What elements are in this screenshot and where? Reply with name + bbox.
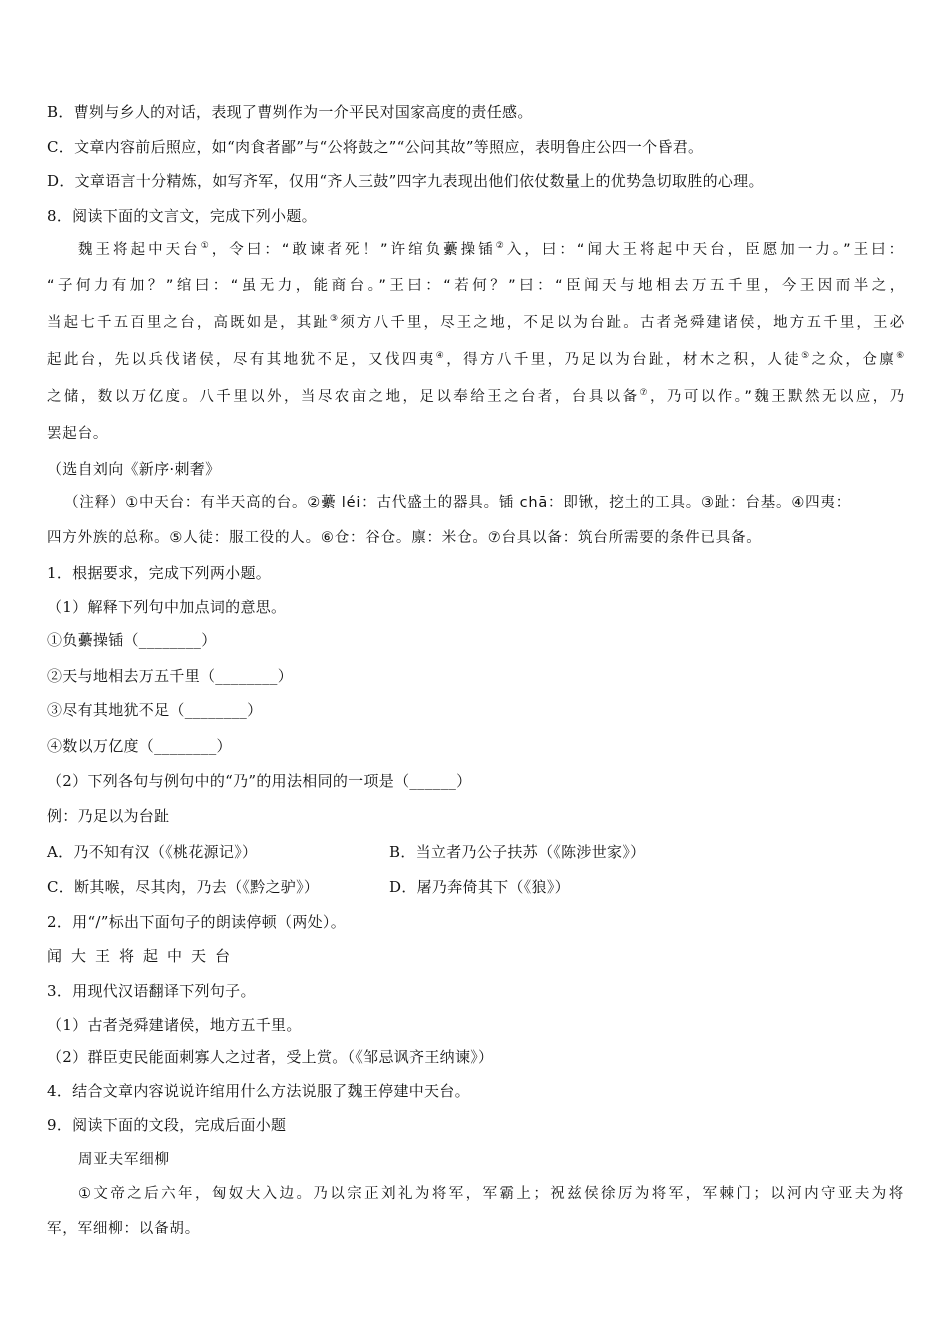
passage-line-5: 之储，数以万亿度。八千里以外，当尽农亩之地，足以奉给王之台者，台具以备⑦，乃可以作。”魏王默然无以应，乃 — [47, 388, 905, 405]
sub1-item-1: ①负虆操锸（________） — [47, 631, 217, 649]
passage-line-6: 罢起台。 — [47, 426, 109, 442]
passage-source: （选自刘向《新序·刺奢》 — [47, 460, 221, 478]
q9-passage-line-2: 军，军细柳：以备胡。 — [47, 1221, 200, 1237]
sub1-part1-heading: （1）解释下列句中加点词的意思。 — [47, 598, 287, 616]
passage-line-2: “子何力有加？”绾曰：“虽无力，能商台。”王曰：“若何？”曰：“臣闻天与地相去万五千里，今王因而半之， — [47, 278, 905, 294]
option-b: B．曹刿与乡人的对话，表现了曹刿作为一介平民对国家高度的责任感。 — [47, 103, 533, 121]
choice-b: B．当立者乃公子扶苏（《陈涉世家》） — [389, 843, 646, 861]
sub1-item-2: ②天与地相去万五千里（________） — [47, 667, 294, 685]
choice-d: D．屠乃奔倚其下（《狼》） — [389, 878, 570, 896]
sub1-item-3: ③尽有其地犹不足（________） — [47, 701, 263, 719]
passage-title: 周亚夫军细柳 — [78, 1152, 170, 1168]
notes-line-2: 四方外族的总称。⑤人徒：服工役的人。⑥仓：谷仓。廪：米仓。⑦台具以备：筑台所需要的条件已具备。 — [47, 530, 762, 546]
passage-line-4: 起此台，先以兵伐诸侯，尽有其地犹不足，又伐四夷④，得方八千里，乃足以为台趾，材木之积，人徒⑤之众，仓廪⑥ — [47, 351, 906, 368]
sub3-sentence-2: （2）群臣吏民能面刺寡人之过者，受上赏。（《邹忌讽齐王纳谏》） — [47, 1048, 494, 1066]
option-d: D．文章语言十分精炼，如写齐军，仅用“齐人三鼓”四字九表现出他们依仗数量上的优势急切取胜的心理。 — [47, 172, 764, 190]
sub3-sentence-1: （1）古者尧舜建诸侯，地方五千里。 — [47, 1016, 302, 1034]
choice-c: C．断其喉，尽其肉，乃去（《黔之驴》） — [47, 878, 320, 896]
sub1-heading: 1．根据要求，完成下列两小题。 — [47, 564, 272, 582]
option-c: C．文章内容前后照应，如“肉食者鄙”与“公将鼓之”“公问其故”等照应，表明鲁庄公四一个昏君。 — [47, 138, 704, 156]
sub1-part2-heading: （2）下列各句与例句中的“乃”的用法相同的一项是（______） — [47, 772, 472, 790]
sub2-heading: 2．用“/”标出下面句子的朗读停顿（两处）。 — [47, 913, 347, 931]
sub3-heading: 3．用现代汉语翻译下列句子。 — [47, 982, 256, 1000]
sub1-item-4: ④数以万亿度（________） — [47, 737, 232, 755]
question-8-heading: 8．阅读下面的文言文，完成下列小题。 — [47, 207, 317, 225]
q9-passage-line-1: ①文帝之后六年，匈奴大入边。乃以宗正刘礼为将军，军霸上；祝兹侯徐厉为将军，军棘门；以河内守亚夫为将 — [78, 1186, 904, 1202]
sub2-sentence: 闻大王将起中天台 — [47, 947, 240, 965]
passage-line-3: 当起七千五百里之台，高既如是，其趾③须方八千里，尽王之地，不足以为台趾。古者尧舜建诸侯，地方五千里，王必 — [47, 314, 905, 331]
question-9-heading: 9．阅读下面的文段，完成后面小题 — [47, 1116, 287, 1134]
choice-a: A．乃不知有汉（《桃花源记》） — [47, 843, 258, 861]
notes-line-1: （注释）①中天台：有半天高的台。②虆 léi：古代盛土的器具。锸 chā：即锹，挖土的工具。③趾：台基。④四夷： — [64, 495, 852, 511]
passage-line-1: 魏王将起中天台①，令曰：“敢谏者死！”许绾负虆操锸②入，曰：“闻大王将起中天台，臣愿加一力。”王曰： — [78, 241, 904, 258]
sub1-example: 例：乃足以为台趾 — [47, 807, 170, 825]
sub4-heading: 4．结合文章内容说说许绾用什么方法说服了魏王停建中天台。 — [47, 1082, 470, 1100]
